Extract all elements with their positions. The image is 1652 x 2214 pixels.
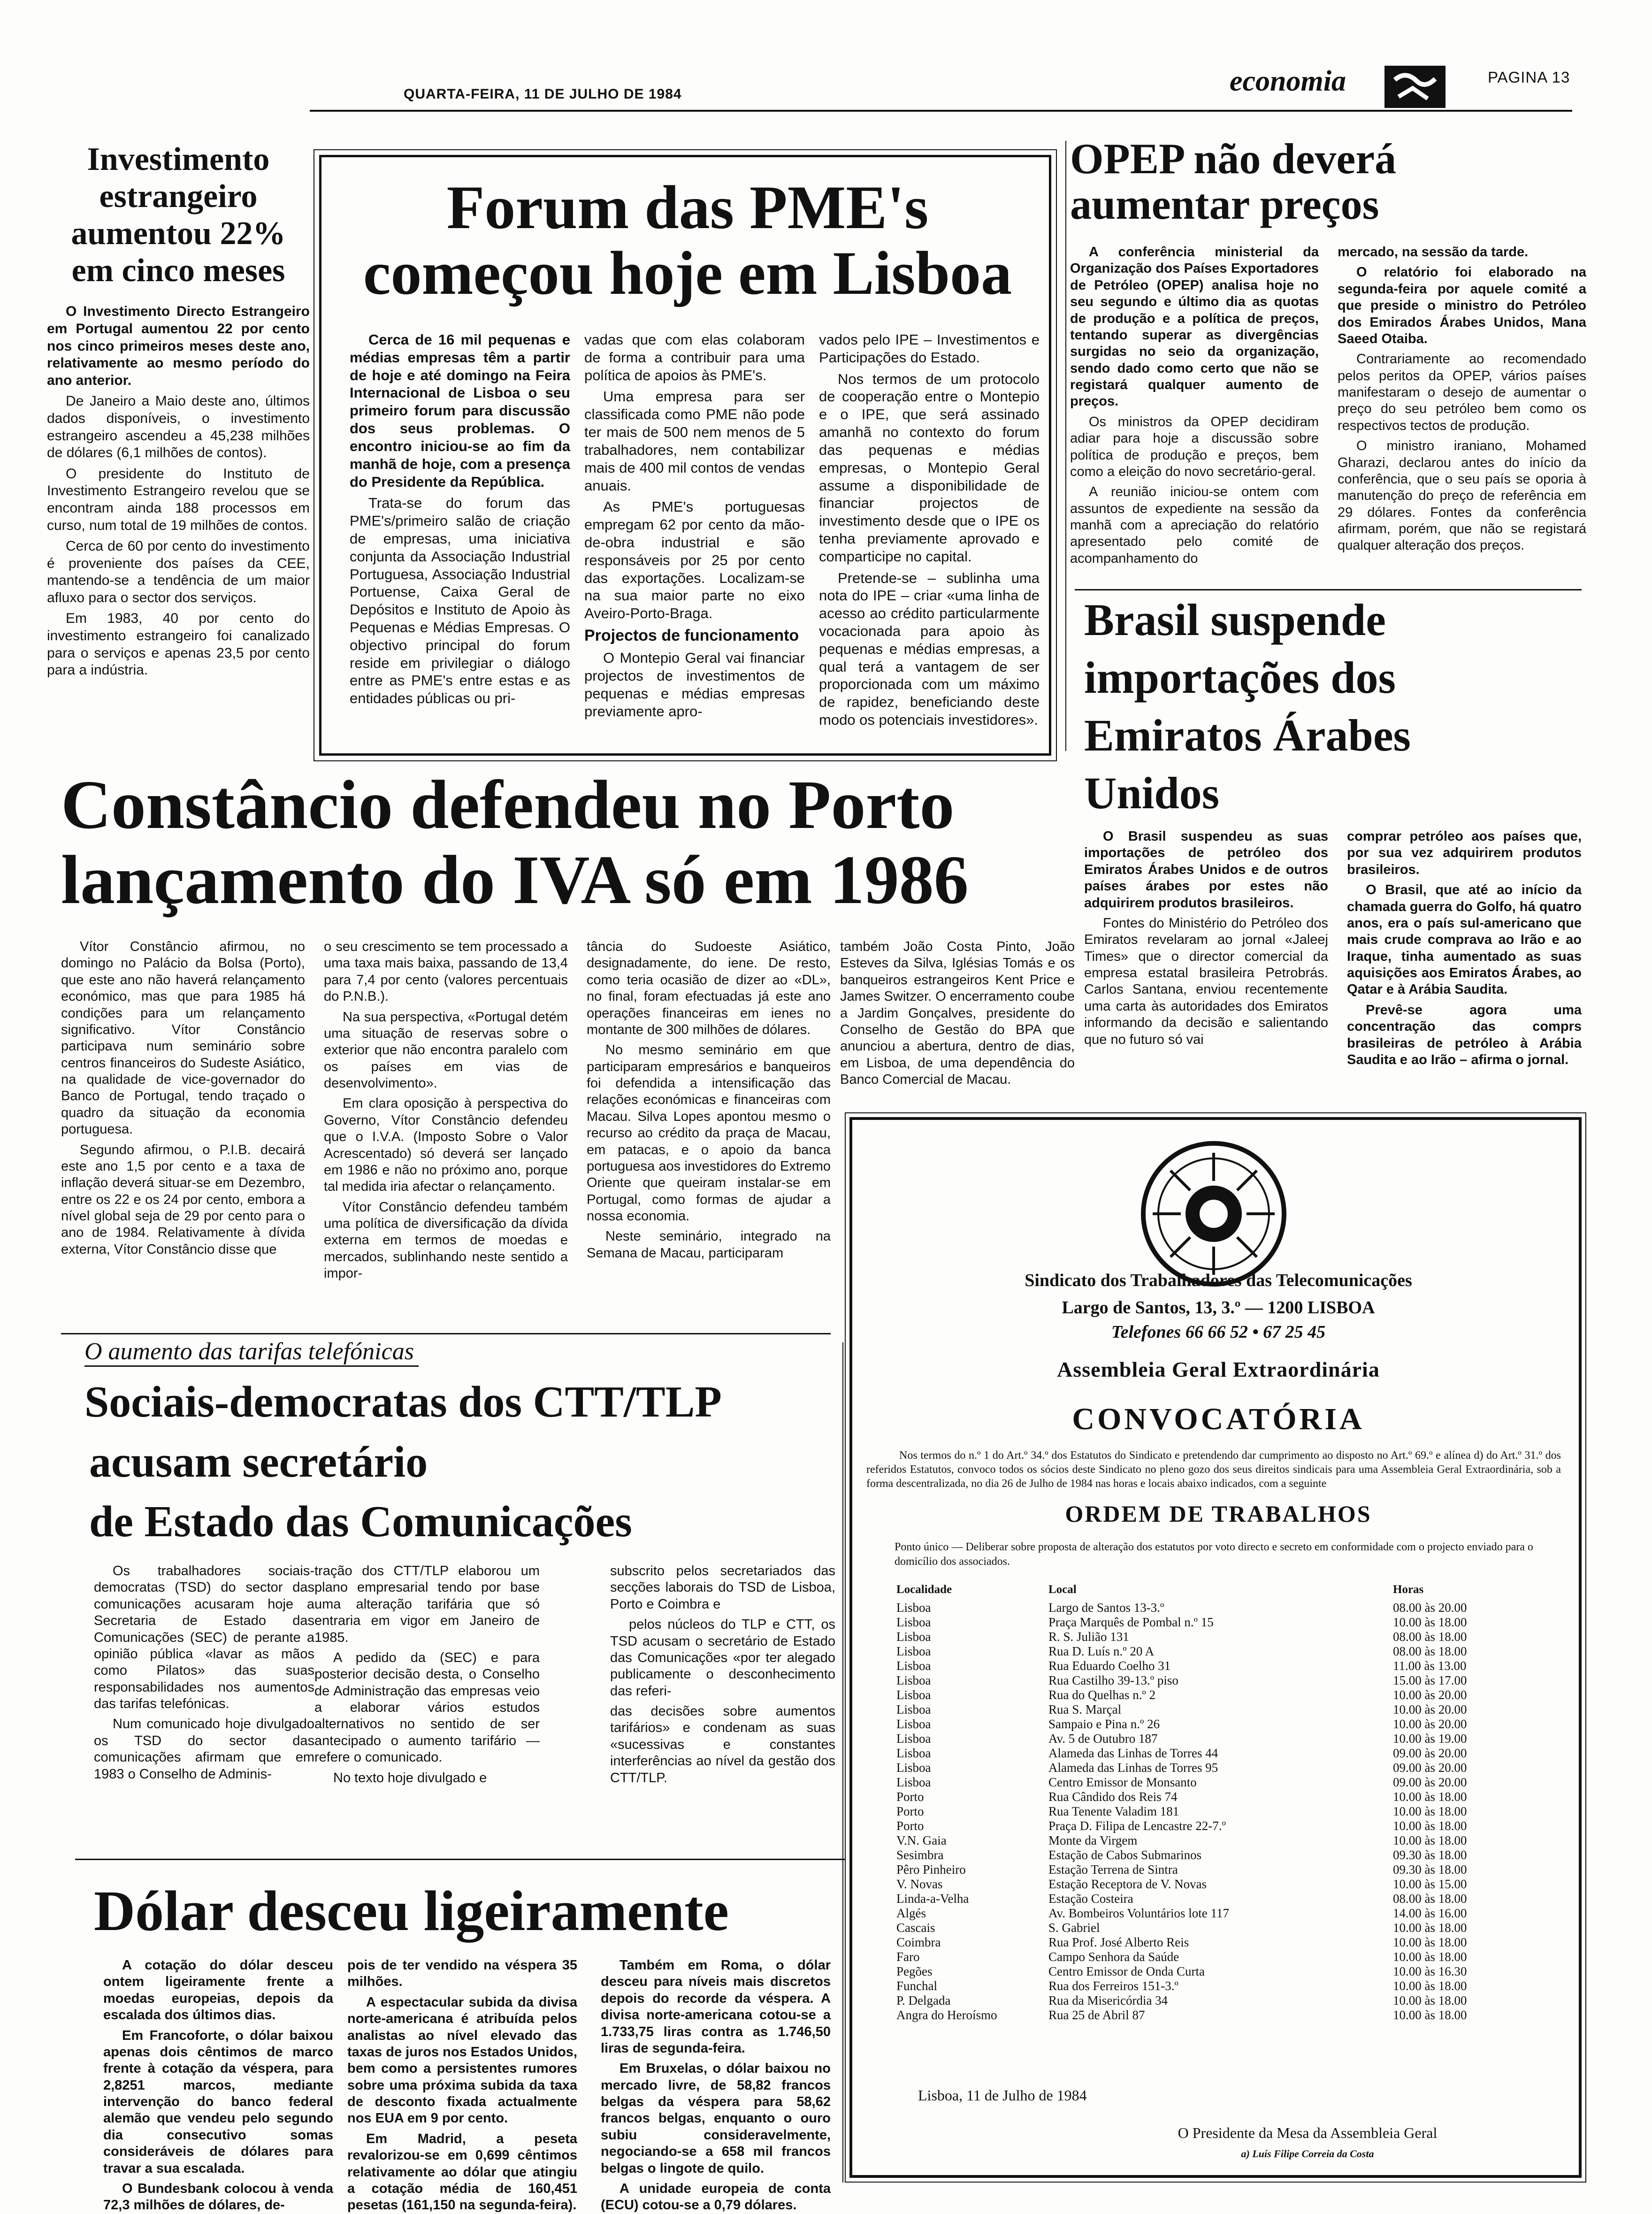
schedule-local: Rua do Quelhas n.º 2 [1048, 1688, 1156, 1702]
paragraph: vadas que com elas colaboram de forma a contribuir para uma política de apoios às PME's. [584, 331, 805, 383]
dolar-col-2 [347, 1957, 577, 2213]
sindicato-assembly: Assembleia Geral Extraordinária [1057, 1357, 1380, 1381]
schedule-localidade: Lisboa [896, 1702, 931, 1716]
brasil-col-1 [1084, 828, 1328, 1101]
paragraph: Os ministros da OPEP decidiram adiar para hoje a discussão sobre política de produção e preços, bem como a eleição do novo secretário-geral. [1070, 414, 1319, 479]
constancio-headline-line2: lançamento do IVA só em 1986 [61, 842, 969, 919]
schedule-horas: 10.00 às 18.00 [1393, 1950, 1467, 1964]
schedule-local: Rua Prof. José Alberto Reis [1048, 1935, 1189, 1949]
paragraph: mercado, na sessão da tarde. [1338, 245, 1529, 260]
paragraph: Em 1983, 40 por cento do investimento estrangeiro foi canalizado para o serviços e apenas 23,5 por cento para a indústria. [47, 611, 310, 678]
sindicato-notice [849, 1117, 1582, 2178]
schedule-localidade: Lisboa [896, 1601, 931, 1615]
schedule-localidade: Lisboa [896, 1746, 931, 1760]
paragraph: A conferência ministerial da Organização dos Países Exportadores de Petróleo (OPEP) analisa hoje no seu segundo e último dia as quotas de produção e a política de preços, tentando superar as divergências surgidas no seio da organização, sendo dado como certo que não se registará qualquer aumento de preços. [1070, 245, 1319, 409]
schedule-localidade: Porto [896, 1819, 924, 1833]
investimento-headline: Investimento estrangeiro aumentou 22% em cinco meses [71, 141, 286, 289]
paragraph: Cerca de 60 por cento do investimento é proveniente dos países da CEE, mantendo-se a tendência de um maior afluxo para o sector dos serviços. [47, 538, 310, 605]
schedule-local: Sampaio e Pina n.º 26 [1048, 1717, 1160, 1731]
schedule-local: R. S. Julião 131 [1048, 1630, 1129, 1644]
schedule-local: Av. Bombeiros Voluntários lote 117 [1048, 1906, 1229, 1920]
schedule-horas: 10.00 às 18.00 [1393, 1979, 1467, 1993]
paragraph: No texto hoje divulgado e [333, 1770, 487, 1785]
brasil-headline: Brasil suspende importações dos Emiratos Árabes Unidos [1084, 595, 1411, 818]
opep-rule [1075, 589, 1582, 590]
paragraph: Num comunicado hoje divulgado os TSD do sector das comunicações afirmam que em 1983 o Conselho de Adminis- [94, 1716, 314, 1782]
section-logo-icon [1384, 66, 1446, 108]
schedule-col-horas: Horas [1393, 1583, 1424, 1596]
schedule-horas: 10.00 às 18.00 [1393, 1921, 1467, 1935]
schedule-rows [895, 1601, 1542, 2022]
schedule-horas: 11.00 às 13.00 [1393, 1659, 1467, 1673]
schedule-localidade: Lisboa [896, 1673, 931, 1687]
schedule-localidade: Lisboa [896, 1761, 931, 1775]
dolar-col-1 [103, 1957, 333, 2213]
sindicato-agenda-item: Ponto único — Deliberar sobre proposta de alteração dos estatutos por voto directo e secreto em conformidade com o projecto enviado para o domicílio dos associados. [895, 1541, 1533, 1568]
schedule-localidade: Sesimbra [896, 1848, 944, 1862]
sindicato-signature-title: O Presidente da Mesa da Assembleia Geral [1178, 2124, 1438, 2141]
paragraph: O ministro iraniano, Mohamed Gharazi, declarou antes do início da conferência, que o seu país se oporia à manutenção do preço de referência em 29 dólares. Fontes da conferência afirmam, porém, que não se registará qualquer alteração dos preços. [1338, 438, 1586, 553]
schedule-local: Praça D. Filipa de Lencastre 22-7.º [1048, 1819, 1226, 1833]
sindicato-phones: Telefones 66 66 52 • 67 25 45 [1111, 1322, 1326, 1342]
schedule-horas: 10.00 às 18.00 [1393, 1935, 1467, 1949]
schedule-local: Monte da Virgem [1048, 1833, 1138, 1847]
investimento-body [47, 303, 310, 679]
schedule-local: Rua Cândido dos Reis 74 [1048, 1790, 1178, 1804]
schedule-row [895, 1790, 1542, 1804]
schedule-row [895, 2008, 1542, 2022]
schedule-row [895, 1775, 1542, 1790]
schedule-localidade: Angra do Heroísmo [896, 2008, 997, 2022]
schedule-localidade: Lisboa [896, 1659, 931, 1673]
paragraph: Nos termos de um protocolo de cooperação entre o Montepio e o IPE, que será assinado amanhã no contexto do forum das pequenas e médias empresas, o Montepio Geral assume a disponibilidade de financiar projectos de investimento desde que o IPE os tenha previamente aprovado e comparticipe no capital. [819, 370, 1040, 565]
schedule-localidade: Porto [896, 1790, 924, 1804]
paragraph: De Janeiro a Maio deste ano, últimos dados disponíveis, o investimento estrangeiro ascendeu a 45,238 milhões de dólares (6,1 milhões de contos). [47, 393, 310, 461]
sindicato-place-date: Lisboa, 11 de Julho de 1984 [918, 2087, 1087, 2104]
paragraph: comprar petróleo aos países que, por sua vez adquirirem produtos brasileiros. [1347, 829, 1582, 877]
paragraph: vados pelo IPE – Investimentos e Participações do Estado. [819, 331, 1040, 366]
schedule-localidade: Faro [896, 1950, 920, 1964]
schedule-localidade: V.N. Gaia [896, 1833, 947, 1847]
schedule-row [895, 1804, 1542, 1819]
schedule-col-local: Local [1048, 1583, 1077, 1596]
schedule-horas: 15.00 às 17.00 [1393, 1673, 1467, 1687]
constancio-col-2 [324, 939, 568, 1324]
schedule-horas: 10.00 às 18.00 [1393, 1819, 1467, 1833]
schedule-horas: 10.00 às 18.00 [1393, 1804, 1467, 1818]
article-investimento [47, 141, 310, 751]
paragraph: O relatório foi elaborado na segunda-feira por aquele comité a que preside o ministro do Petróleo dos Emirados Árabes Unidos, Mana Saeed Otaiba. [1338, 265, 1586, 346]
forum-headline-line2: começou hoje em Lisboa [363, 238, 1012, 307]
schedule-local: Estação de Cabos Submarinos [1048, 1848, 1202, 1862]
dolar-headline: Dólar desceu ligeiramente [94, 1879, 729, 1943]
sociais-col-2 [314, 1563, 540, 1845]
schedule-row [895, 1862, 1542, 1877]
constancio-col-3 [587, 939, 831, 1324]
paragraph: As PME's portuguesas empregam 62 por cento da mão-de-obra industrial e são responsáveis por 25 por cento das exportações. Localizam-se na sua maior parte no eixo Aveiro-Porto-Braga. [584, 498, 805, 622]
schedule-local: Centro Emissor de Monsanto [1048, 1775, 1197, 1789]
schedule-row [895, 1906, 1542, 1921]
sociais-col-1 [94, 1563, 314, 1845]
paragraph: Uma empresa para ser classificada como PME não pode ter mais de 500 nem menos de 5 trabalhadores, nem contabilizar mais de 400 mil contos de vendas anuais. [584, 388, 805, 494]
schedule-horas: 09.00 às 20.00 [1393, 1761, 1467, 1775]
paragraph: A unidade europeia de conta (ECU) cotou-se a 0,79 dólares. [601, 2181, 831, 2213]
schedule-row [895, 1979, 1542, 1993]
sindicato-agenda-title: ORDEM DE TRABALHOS [1065, 1501, 1372, 1527]
schedule-row [895, 1673, 1542, 1688]
paragraph: O Montepio Geral vai financiar projectos de investimentos de pequenas e médias empresas previamente apro- [584, 650, 805, 720]
schedule-local: Rua D. Luís n.º 20 A [1048, 1644, 1155, 1658]
schedule-row [895, 1950, 1542, 1964]
article-sociais [75, 1333, 845, 1859]
schedule-localidade: V. Novas [896, 1877, 943, 1891]
schedule-horas: 10.00 às 19.00 [1393, 1731, 1467, 1746]
schedule-localidade: Lisboa [896, 1615, 931, 1629]
paragraph: A reunião iniciou-se ontem com assuntos de expediente na sessão da manhã com a apreciação do relatório apresentado pelo comité de acompanhamento do [1070, 484, 1319, 566]
schedule-horas: 09.30 às 18.00 [1393, 1848, 1467, 1862]
paragraph: Pretende-se – sublinha uma nota do IPE – criar «uma linha de acesso ao crédito particularmente vocacionada para apoio às pequenas e médias empresas, a qual terá a vantagem de ser proporcionada com um máximo de rapidez, beneficiando deste modo os potenciais investidores». [819, 569, 1040, 728]
forum-col-3 [819, 331, 1040, 749]
schedule-local: Rua 25 de Abril 87 [1048, 2008, 1145, 2022]
schedule-row [895, 1877, 1542, 1892]
schedule-localidade: Coimbra [896, 1935, 941, 1949]
schedule-horas: 09.00 às 20.00 [1393, 1746, 1467, 1760]
paragraph: das decisões sobre aumentos tarifários» e condenam as suas «sucessivas e constantes interferências ao nível da gestão dos CTT/TLP. [610, 1704, 835, 1785]
paragraph: O Brasil suspendeu as suas importações de petróleo dos Emiratos Árabes Unidos e de outros países árabes por estes não adquirirem produtos brasileiros. [1084, 829, 1328, 911]
paragraph: o seu crescimento se tem processado a uma taxa mais baixa, passando de 13,4 para 7,4 por cento (valores percentuais do P.N.B.). [324, 939, 568, 1004]
schedule-localidade: Pegões [896, 1964, 933, 1978]
schedule-localidade: P. Delgada [896, 1993, 951, 2007]
paragraph: Na sua perspectiva, «Portugal detém uma situação de reservas sobre o exterior que não encontra paralelo com os países em vias de desenvolvimento». [324, 1009, 568, 1091]
opep-col-1 [1070, 244, 1319, 577]
schedule-horas: 14.00 às 16.00 [1393, 1906, 1467, 1920]
schedule-local: Av. 5 de Outubro 187 [1048, 1731, 1158, 1746]
schedule-horas: 09.30 às 18.00 [1393, 1862, 1467, 1877]
schedule-horas: 10.00 às 16.30 [1393, 1964, 1467, 1978]
schedule-local: Centro Emissor de Onda Curta [1048, 1964, 1205, 1978]
schedule-localidade: Cascais [896, 1921, 935, 1935]
schedule-row [895, 1731, 1542, 1746]
schedule-horas: 10.00 às 15.00 [1393, 1877, 1467, 1891]
schedule-horas: 10.00 às 18.00 [1393, 2008, 1467, 2022]
forum-col-1 [350, 331, 570, 749]
schedule-horas: 08.00 às 20.00 [1393, 1601, 1467, 1615]
sindicato-schedule [895, 1582, 1542, 2022]
schedule-horas: 08.00 às 18.00 [1393, 1630, 1467, 1644]
schedule-localidade: Lisboa [896, 1717, 931, 1731]
paragraph: tração dos CTT/TLP elaborou um plano empresarial tendo por base uma alteração tarifária que só entraria em vigor em Janeiro de 1985. [314, 1563, 540, 1645]
masthead-rule [310, 110, 1572, 112]
schedule-row [895, 1761, 1542, 1775]
schedule-local: Estação Receptora de V. Novas [1048, 1877, 1207, 1891]
schedule-local: Alameda das Linhas de Torres 44 [1048, 1746, 1218, 1760]
schedule-horas: 10.00 às 18.00 [1393, 1833, 1467, 1847]
paragraph: Os trabalhadores sociais-democratas (TSD) do sector das comunicações acusaram hoje a Secretaria de Estado das Comunicações (SEC) de perante a opinião pública «lavar as mãos como Pilatos» das suas responsabilidades nos aumentos das tarifas telefónicas. [94, 1563, 314, 1711]
paragraph: pelos núcleos do TLP e CTT, os TSD acusam o secretário de Estado das Comunicações «por ter alegado publicamente o desconhecimento das referi- [610, 1617, 835, 1699]
paragraph: O Bundesbank colocou à venda 72,3 milhões de dólares, de- [103, 2181, 333, 2213]
paragraph: A pedido da (SEC) e para posterior decisão desta, o Conselho de Administração das empresas veio a elaborar vários estudos alternativos no sentido de ser antecipado o aumento tarifário — refere o comunicado. [314, 1650, 540, 1765]
opep-headline: OPEP não deverá aumentar preços [1070, 135, 1397, 228]
schedule-local: Campo Senhora da Saúde [1048, 1950, 1179, 1964]
section-title: economia [1230, 65, 1346, 97]
paragraph: Vítor Constâncio defendeu também uma política de diversificação da dívida externa em termos de moedas e mercados, sublinhando neste sentido a impor- [324, 1199, 568, 1281]
schedule-local: Rua S. Marçal [1048, 1702, 1122, 1716]
schedule-row [895, 1644, 1542, 1659]
sindicato-emblem-icon [1129, 1134, 1298, 1294]
sociais-headline-line3: de Estado das Comunicações [89, 1497, 632, 1546]
schedule-localidade: Pêro Pinheiro [896, 1862, 966, 1877]
column-rule [842, 1342, 843, 2183]
schedule-horas: 10.00 às 18.00 [1393, 1790, 1467, 1804]
paragraph: A cotação do dólar desceu ontem ligeiramente frente a moedas europeias, depois da escalada dos últimos dias. [103, 1958, 333, 2023]
sociais-rule [75, 1859, 845, 1860]
schedule-horas: 10.00 às 18.00 [1393, 1993, 1467, 2007]
paragraph: A espectacular subida da divisa norte-americana é atribuída pelos analistas ao nível elevado das taxas de juros nos Estados Unidos, bem como a persistentes rumores sobre uma próxima subida da taxa de desconto fixada actualmente nos EUA em 9 por cento. [347, 1994, 577, 2126]
sindicato-title: CONVOCATÓRIA [1072, 1402, 1365, 1436]
brasil-col-2 [1347, 828, 1582, 1101]
paragraph: Em Bruxelas, o dólar baixou no mercado livre, de 58,82 francos belgas da véspera para 58,62 francos belgas, enquanto o ouro subiu consideravelmente, negociando-se a 658 mil francos belgas o lingote de quilo. [601, 2061, 831, 2176]
sociais-headline-line2: acusam secretário [89, 1438, 428, 1486]
paragraph: Também em Roma, o dólar desceu para níveis mais discretos depois do recorde da véspera. A divisa norte-americana cotou-se a 1.733,75 liras contra as 1.746,50 liras de segunda-feira. [601, 1958, 831, 2056]
schedule-row [895, 1702, 1542, 1717]
schedule-local: Estação Costeira [1048, 1892, 1133, 1906]
article-opep [1070, 136, 1586, 587]
sindicato-intro: Nos termos do n.º 1 do Art.º 34.º dos Estatutos do Sindicato e pretendendo dar cumprimento ao disposto no Art.º 69.º e alínea d) do Art.º 31.º dos referidos Estatutos, convoco todos os sócios deste Sindicato no pleno gozo dos seus direitos sindicais para uma Assembleia Geral Extraordinária, sob a forma descentralizada, no dia 26 de Julho de 1984 nas horas e locais abaixo indicados, com a seguinte [866, 1449, 1561, 1490]
schedule-local: Rua Eduardo Coelho 31 [1048, 1659, 1171, 1673]
schedule-row [895, 1659, 1542, 1673]
schedule-localidade: Linda-a-Velha [896, 1892, 969, 1906]
article-brasil [1084, 591, 1586, 1108]
schedule-local: Praça Marquês de Pombal n.º 15 [1048, 1615, 1214, 1629]
sociais-headline-line1: Sociais-democratas dos CTT/TLP [84, 1378, 722, 1426]
paragraph: Em Francoforte, o dólar baixou apenas dois cêntimos de marco frente à cotação da véspera, para 2,8251 marcos, mediante intervenção do banco federal alemão que vendeu pelo segundo dia consecutivo somas consideráveis de dólares para travar a sua escalada. [103, 2028, 333, 2176]
paragraph: O Brasil, que até ao início da chamada guerra do Golfo, há quatro anos, era o país sul-americano que mais crude comprava ao Irão e ao Iraque, tinha aumentado as suas aquisições aos Emiratos Árabes, ao Qatar e à Arábia Saudita. [1347, 882, 1582, 997]
paragraph: O Investimento Directo Estrangeiro em Portugal aumentou 22 por cento nos cinco primeiros meses deste ano, relativamente ao mesmo período do ano anterior. [47, 304, 310, 388]
sociais-kicker: O aumento das tarifas telefónicas [84, 1338, 419, 1367]
sindicato-address: Largo de Santos, 13, 3.º — 1200 LISBOA [1062, 1298, 1375, 1318]
schedule-local: Rua da Misericórdia 34 [1048, 1993, 1168, 2007]
paragraph: Em clara oposição à perspectiva do Governo, Vítor Constâncio defendeu que o I.V.A. (Imposto Sobre o Valor Acrescentado) só deverá ser lançado em 1986 e não no próximo ano, porque tal medida iria afectar o relançamento. [324, 1096, 568, 1195]
paragraph: Vítor Constâncio afirmou, no domingo no Palácio da Bolsa (Porto), que este ano não haverá relançamento económico, mas que para 1985 há condições para um relançamento significativo. Vítor Constâncio participava num seminário sobre centros financeiros do Sudeste Asiático, na qualidade de vice-governador do Banco de Portugal, tendo traçado o quadro da situação da economia portuguesa. [61, 939, 305, 1137]
paragraph: O presidente do Instituto de Investimento Estrangeiro revelou que se encontram ainda 188 processos em curso, num total de 19 milhões de contos. [47, 466, 310, 533]
sindicato-name: Sindicato dos Trabalhadores das Telecomunicações [1025, 1271, 1412, 1290]
paragraph: subscrito pelos secretariados das secções laborais do TSD de Lisboa, Porto e Coimbra e [610, 1563, 835, 1612]
constancio-headline-line1: Constâncio defendeu no Porto [61, 766, 955, 843]
schedule-localidade: Porto [896, 1804, 924, 1818]
paragraph: Prevê-se agora uma concentração das comprs brasileiras de petróleo à Arábia Saudita e ao Irão – afirma o jornal. [1347, 1002, 1582, 1067]
schedule-row [895, 1964, 1542, 1979]
schedule-row [895, 1935, 1542, 1950]
schedule-row [895, 1630, 1542, 1644]
forum-subhead: Projectos de funcionamento [584, 627, 799, 644]
opep-col-2 [1338, 244, 1586, 577]
schedule-row [895, 1615, 1542, 1630]
schedule-local: Estação Terrena de Sintra [1048, 1862, 1178, 1877]
article-dolar [84, 1863, 845, 2213]
paragraph: No mesmo seminário em que participaram empresários e banqueiros foi defendida a intensificação das relações económicas e financeiras com Macau. Silva Lopes apontou mesmo o recurso ao crédito da praça de Macau, em patacas, e o apoio da banca portuguesa aos investidores do Extremo Oriente que queiram instalar-se em Portugal, como formas de ajudar a nossa economia. [587, 1042, 831, 1224]
sindicato-signature-name: a) Luís Filipe Correia da Costa [1241, 2148, 1374, 2160]
sociais-col-3 [610, 1563, 835, 1845]
schedule-horas: 10.00 às 20.00 [1393, 1688, 1467, 1702]
schedule-row [895, 1993, 1542, 2008]
page-number: PAGINA 13 [1488, 69, 1570, 86]
paragraph: Segundo afirmou, o P.I.B. decairá este ano 1,5 por cento e a taxa de inflação deverá situar-se em Dezembro, entre os 22 e os 24 por cento, embora a nível global seja de 29 por cento para o ano de 1984. Relativamente à dívida externa, Vítor Constâncio disse que [61, 1142, 305, 1257]
masthead-date: QUARTA-FEIRA, 11 DE JULHO DE 1984 [404, 86, 682, 102]
paragraph: pois de ter vendido na véspera 35 milhões. [347, 1958, 577, 1990]
paragraph: Fontes do Ministério do Petróleo dos Emiratos revelaram ao jornal «Jaleej Times» que o director comercial da empresa estatal brasileira Petrobrás. Carlos Santana, enviou recentemente uma carta às autoridades dos Emiratos informando da decisão e salientando que no futuro só vai [1084, 915, 1328, 1047]
schedule-horas: 09.00 às 20.00 [1393, 1775, 1467, 1789]
schedule-row [895, 1819, 1542, 1833]
paragraph: tância do Sudoeste Asiático, designadamente, do iene. De resto, como teria ocasião de dizer ao «DL», no final, foram efectuadas já este ano operações financeiras em ienes no montante de 300 milhões de dólares. [587, 939, 831, 1037]
schedule-row [895, 1717, 1542, 1731]
forum-col-2 [584, 331, 805, 749]
schedule-row [895, 1921, 1542, 1935]
schedule-row [895, 1601, 1542, 1615]
schedule-local: Alameda das Linhas de Torres 95 [1048, 1761, 1218, 1775]
schedule-local: S. Gabriel [1048, 1921, 1100, 1935]
schedule-localidade: Lisboa [896, 1688, 931, 1702]
schedule-local: Rua Tenente Valadim 181 [1048, 1804, 1179, 1818]
schedule-localidade: Algés [896, 1906, 926, 1920]
schedule-row [895, 1688, 1542, 1702]
schedule-horas: 10.00 às 20.00 [1393, 1702, 1467, 1716]
constancio-col-1 [61, 939, 305, 1324]
schedule-localidade: Lisboa [896, 1775, 931, 1789]
schedule-localidade: Funchal [896, 1979, 937, 1993]
paragraph: Trata-se do forum das PME's/primeiro salão de criação de empresas, uma iniciativa conjunta da Associação Industrial Portuguesa, Associação Industrial Portuense, Caixa Geral de Depósitos e Instituto de Apoio às Pequenas e Médias Empresas. O objectivo principal do forum reside em privilegiar o diálogo entre as PME's entre estas e as entidades públicas ou pri- [350, 495, 570, 707]
schedule-local: Rua Castilho 39-13.º piso [1048, 1673, 1178, 1687]
paragraph: Neste seminário, integrado na Semana de Macau, participaram [587, 1229, 831, 1261]
paragraph: Cerca de 16 mil pequenas e médias empresas têm a partir de hoje e até domingo na Feira Internacional de Lisboa o seu primeiro forum para discussão dos seus problemas. O encontro iniciou-se ao fim da manhã de hoje, com a presença do Presidente da República. [350, 331, 570, 490]
schedule-localidade: Lisboa [896, 1644, 931, 1658]
schedule-row [895, 1892, 1542, 1906]
schedule-localidade: Lisboa [896, 1731, 931, 1746]
forum-headline-line1: Forum das PME's [446, 173, 929, 242]
schedule-localidade: Lisboa [896, 1630, 931, 1644]
schedule-row [895, 1848, 1542, 1862]
schedule-local: Largo de Santos 13-3.º [1048, 1601, 1164, 1615]
schedule-row [895, 1833, 1542, 1848]
schedule-horas: 08.00 às 18.00 [1393, 1644, 1467, 1658]
schedule-horas: 10.00 às 20.00 [1393, 1717, 1467, 1731]
article-forum-box [319, 155, 1051, 756]
paragraph: Em Madrid, a peseta revalorizou-se em 0,699 cêntimos relativamente ao dólar que atingiu a cotação média de 160,451 pesetas (161,150 na segunda-feira). [347, 2131, 577, 2213]
dolar-col-3 [601, 1957, 831, 2213]
schedule-local: Rua dos Ferreiros 151-3.º [1048, 1979, 1178, 1993]
paragraph: Contrariamente ao recomendado pelos peritos da OPEP, vários países manifestaram o desejo de aumentar o preço do seu petróleo bem como os respectivos tectos de produção. [1338, 352, 1586, 433]
paragraph: também João Costa Pinto, João Esteves da Silva, Iglésias Tomás e os banqueiros estrangeiros Kent Price e James Switzer. O encerramento coube a Jardim Gonçalves, presidente do Conselho de Gestão do BPA que anunciou a abertura, dentro de dias, em Lisboa, de uma dependência do Banco Comercial de Macau. [840, 939, 1075, 1087]
schedule-horas: 08.00 às 18.00 [1393, 1892, 1467, 1906]
schedule-row [895, 1746, 1542, 1761]
schedule-col-localidade: Localidade [896, 1583, 952, 1596]
schedule-horas: 10.00 às 18.00 [1393, 1615, 1467, 1629]
column-rule [1065, 141, 1066, 751]
